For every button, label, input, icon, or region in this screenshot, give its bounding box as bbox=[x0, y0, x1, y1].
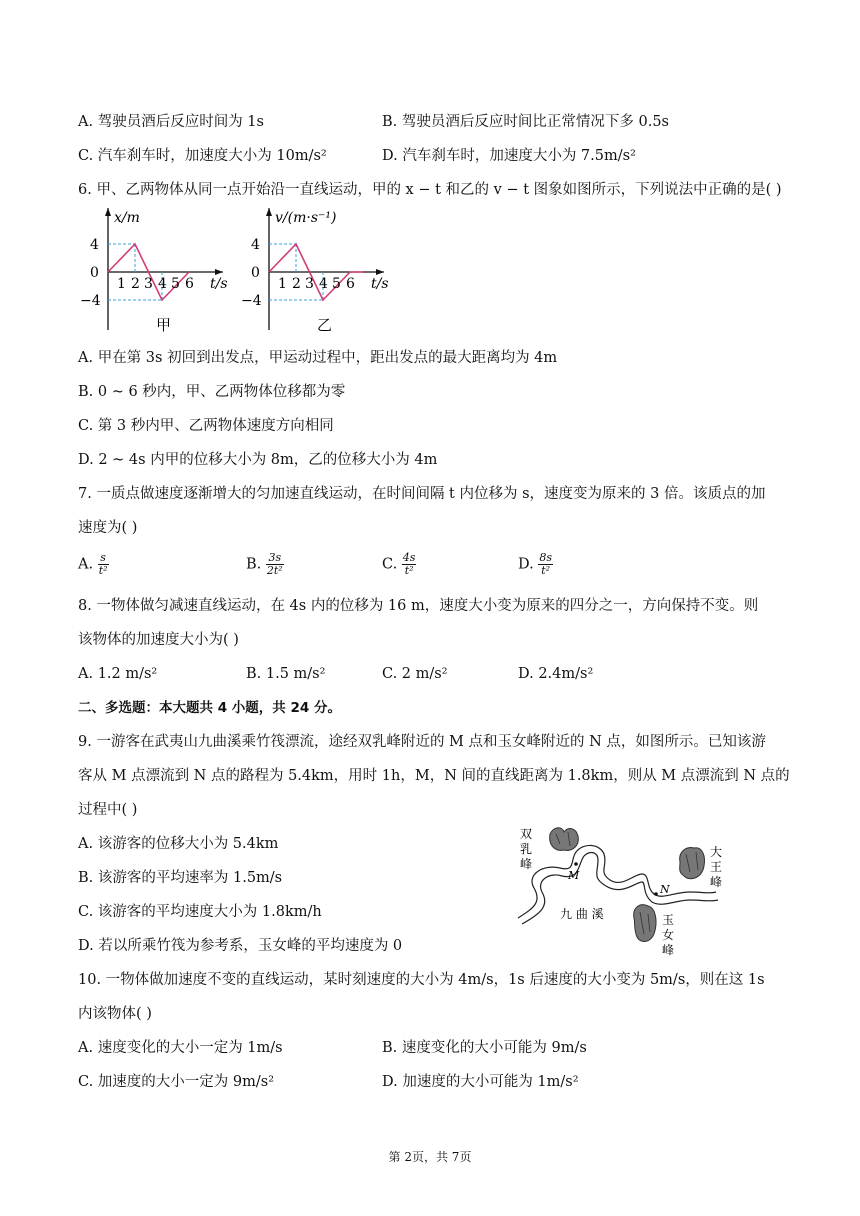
yi-xtick-2: 2 bbox=[292, 276, 301, 292]
q9-stem-line3: 过程中( ) bbox=[78, 802, 138, 818]
q7-option-b bbox=[246, 552, 284, 577]
section-heading: 二、多选题：本大题共 4 小题，共 24 分。 bbox=[78, 700, 341, 716]
q7-d-num: 8s bbox=[539, 551, 552, 564]
q7-option-a-label: A. bbox=[78, 556, 94, 573]
jia-xtick-2: 2 bbox=[131, 276, 140, 292]
q6-stem: 6. 甲、乙两物体从同一点开始沿一直线运动，甲的 x − t 和乙的 v − t 图象如图所示，下列说法中正确的是( ) bbox=[78, 182, 782, 198]
map-peak3-char2: 女 bbox=[662, 928, 675, 942]
graph-yi bbox=[241, 208, 389, 334]
q9-stem-line1: 9. 一游客在武夷山九曲溪乘竹筏漂流，途经双乳峰附近的 M 点和玉女峰附近的 N 点，如图所示。已知该游 bbox=[78, 734, 766, 750]
q7-b-den: 2t² bbox=[266, 564, 283, 577]
jia-xlabel: t/s bbox=[210, 276, 228, 292]
q7-option-d-label: D. bbox=[518, 556, 534, 573]
q5-option-d: D. 汽车刹车时，加速度大小为 7.5m/s² bbox=[382, 148, 636, 164]
q9-map-figure bbox=[514, 822, 730, 960]
q10-stem-line1: 10. 一物体做加速度不变的直线运动，某时刻速度的大小为 4m/s，1s 后速度的大小变为 5m/s，则在这 1s bbox=[78, 972, 765, 988]
jia-ytick-neg4: −4 bbox=[80, 293, 101, 309]
map-peak1-char3: 峰 bbox=[520, 857, 533, 871]
yi-ytick-neg4: −4 bbox=[241, 293, 262, 309]
map-peak3-char3: 峰 bbox=[662, 943, 675, 957]
map-peak1-char2: 乳 bbox=[520, 842, 533, 856]
q9-option-c: C. 该游客的平均速度大小为 1.8km/h bbox=[78, 904, 322, 920]
jia-xtick-6: 6 bbox=[185, 276, 194, 292]
jia-xtick-4: 4 bbox=[158, 276, 167, 292]
jia-xtick-3: 3 bbox=[144, 276, 153, 292]
map-label-n: N bbox=[660, 883, 670, 896]
q9-option-a: A. 该游客的位移大小为 5.4km bbox=[78, 836, 279, 852]
q7-option-c bbox=[382, 552, 416, 577]
peak-dawang bbox=[680, 848, 705, 879]
q7-option-d bbox=[518, 552, 553, 577]
q6-figure bbox=[78, 204, 408, 340]
q7-stem-line2: 速度为( ) bbox=[78, 520, 138, 536]
map-peak1-char1: 双 bbox=[520, 827, 533, 841]
yi-xtick-1: 1 bbox=[278, 276, 287, 292]
q10-option-a: A. 速度变化的大小一定为 1m/s bbox=[78, 1040, 283, 1056]
jia-xtick-5: 5 bbox=[171, 276, 180, 292]
q7-option-d-fraction bbox=[538, 552, 553, 577]
peak-yunv bbox=[634, 905, 656, 942]
q7-option-a bbox=[78, 552, 109, 577]
q7-c-den: t² bbox=[404, 564, 414, 577]
map-peak2-char2: 王 bbox=[710, 860, 723, 874]
yi-xlabel: t/s bbox=[371, 276, 389, 292]
q8-option-b: B. 1.5 m/s² bbox=[246, 666, 326, 682]
yi-xtick-6: 6 bbox=[346, 276, 355, 292]
q7-a-num: s bbox=[98, 552, 109, 565]
jia-ytick-0: 0 bbox=[90, 265, 99, 281]
q10-stem-line2: 内该物体( ) bbox=[78, 1006, 152, 1022]
yi-xtick-4: 4 bbox=[319, 276, 328, 292]
q6-option-b: B. 0 ~ 6 秒内，甲、乙两物体位移都为零 bbox=[78, 384, 346, 400]
yi-caption: 乙 bbox=[317, 316, 333, 334]
map-label-m: M bbox=[568, 869, 580, 882]
q7-a-den: t² bbox=[98, 564, 108, 577]
q8-stem-line2: 该物体的加速度大小为( ) bbox=[78, 632, 239, 648]
yi-xtick-5: 5 bbox=[332, 276, 341, 292]
q9-stem-line2: 客从 M 点漂流到 N 点的路程为 5.4km，用时 1h，M，N 间的直线距离为 1.8km，则从 M 点漂流到 N 点的 bbox=[78, 768, 790, 784]
q9-option-b: B. 该游客的平均速率为 1.5m/s bbox=[78, 870, 283, 886]
q8-stem-line1: 8. 一物体做匀减速直线运动，在 4s 内的位移为 16 m，速度大小变为原来的四分之一，方向保持不变。则 bbox=[78, 598, 759, 614]
q7-option-b-label: B. bbox=[246, 556, 262, 573]
yi-ytick-4: 4 bbox=[251, 237, 260, 253]
map-peak3-char1: 玉 bbox=[662, 913, 675, 927]
q7-option-b-fraction bbox=[266, 552, 284, 577]
graph-jia bbox=[80, 208, 228, 334]
yi-ytick-0: 0 bbox=[251, 265, 260, 281]
q10-option-d: D. 加速度的大小可能为 1m/s² bbox=[382, 1074, 579, 1090]
q7-option-c-label: C. bbox=[382, 556, 398, 573]
jia-caption: 甲 bbox=[156, 316, 172, 334]
q7-d-den: t² bbox=[541, 564, 551, 577]
q6-option-d: D. 2 ~ 4s 内甲的位移大小为 8m，乙的位移大小为 4m bbox=[78, 452, 438, 468]
q8-option-d: D. 2.4m/s² bbox=[518, 666, 594, 682]
jia-ytick-4: 4 bbox=[90, 237, 99, 253]
q8-option-a: A. 1.2 m/s² bbox=[78, 666, 158, 682]
q5-option-c: C. 汽车刹车时，加速度大小为 10m/s² bbox=[78, 148, 327, 164]
q9-option-d: D. 若以所乘竹筏为参考系，玉女峰的平均速度为 0 bbox=[78, 938, 403, 954]
jia-ylabel: x/m bbox=[114, 210, 140, 226]
jia-xtick-1: 1 bbox=[117, 276, 126, 292]
q7-c-num: 4s bbox=[402, 551, 416, 564]
q8-option-c: C. 2 m/s² bbox=[382, 666, 448, 682]
peak-shuangru bbox=[550, 828, 579, 851]
page-footer: 第 2页，共 7页 bbox=[388, 1150, 472, 1164]
q7-stem-line1: 7. 一质点做速度逐渐增大的匀加速直线运动，在时间间隔 t 内位移为 s，速度变为原来的 3 倍。该质点的加 bbox=[78, 486, 766, 502]
q7-b-num: 3s bbox=[266, 552, 284, 565]
q5-option-b: B. 驾驶员酒后反应时间比正常情况下多 0.5s bbox=[382, 114, 669, 130]
q7-option-c-fraction bbox=[402, 552, 417, 577]
map-peak2-char3: 峰 bbox=[710, 875, 723, 889]
q10-option-c: C. 加速度的大小一定为 9m/s² bbox=[78, 1074, 275, 1090]
map-river-label: 九 曲 溪 bbox=[560, 907, 604, 921]
q7-option-a-fraction bbox=[98, 552, 109, 577]
yi-xtick-3: 3 bbox=[305, 276, 314, 292]
map-peak2-char1: 大 bbox=[710, 845, 723, 859]
q6-option-a: A. 甲在第 3s 初回到出发点，甲运动过程中，距出发点的最大距离均为 4m bbox=[78, 350, 558, 366]
q10-option-b: B. 速度变化的大小可能为 9m/s bbox=[382, 1040, 587, 1056]
yi-ylabel: v/(m·s⁻¹) bbox=[275, 210, 337, 226]
q6-option-c: C. 第 3 秒内甲、乙两物体速度方向相同 bbox=[78, 418, 334, 434]
q5-option-a: A. 驾驶员酒后反应时间为 1s bbox=[78, 114, 264, 130]
